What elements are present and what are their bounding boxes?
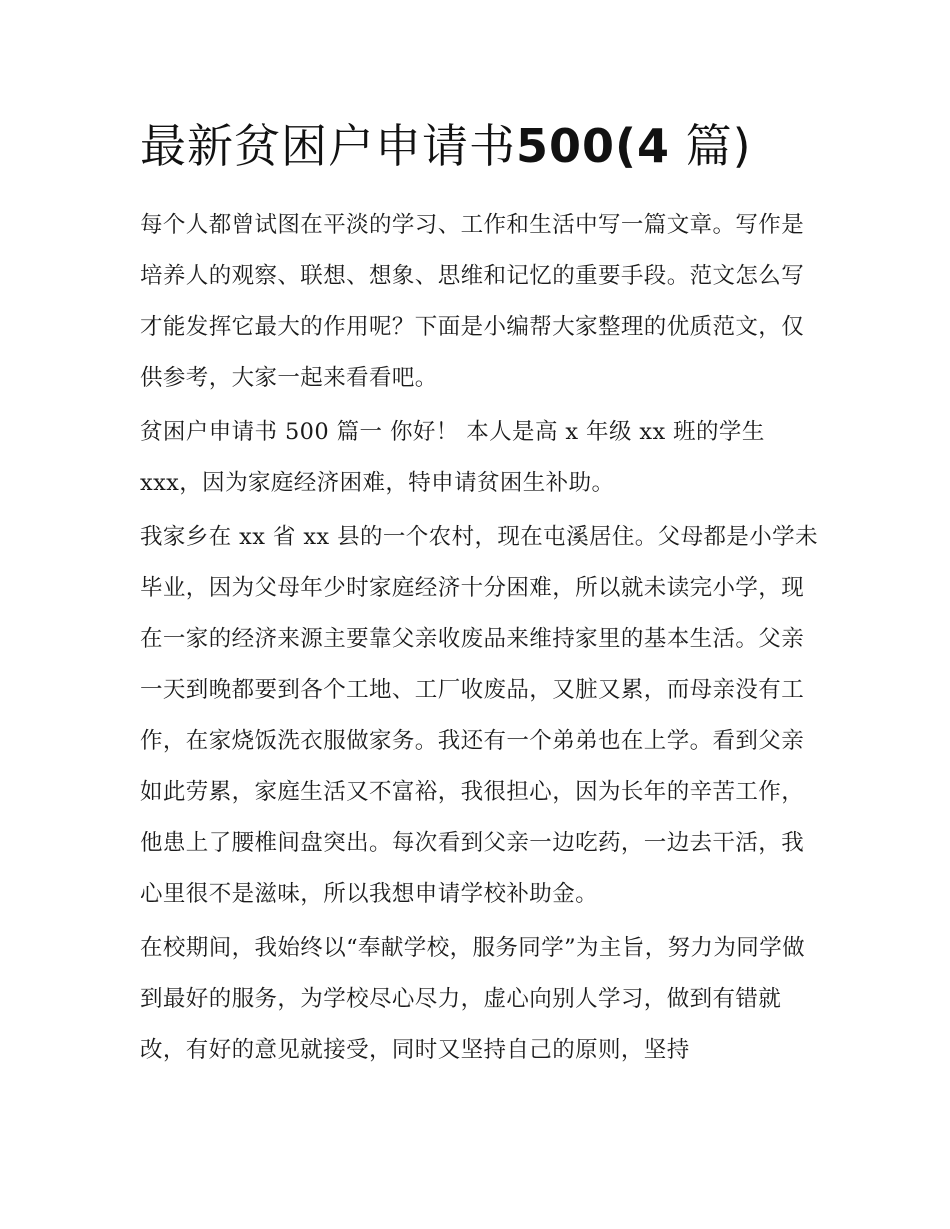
paragraph-intro: 每个人都曾试图在平淡的学习、工作和生活中写一篇文章。写作是培养人的观察、联想、想象、思维和记忆的重要手段。范文怎么写才能发挥它最大的作用呢？下面是小编帮大家整理的优质范文，仅供参考，大家一起来看看吧。 bbox=[140, 212, 805, 391]
title-number: 500(4 bbox=[516, 119, 671, 173]
paragraph-family-background: 我家乡在 xx 省 xx 县的一个农村，现在屯溪居住。父母都是小学未毕业，因为父母年少时家庭经济十分困难，所以就未读完小学，现在一家的经济来源主要靠父亲收废品来维持家里的基本生活。父亲一天到晚都要到各个工地、工厂收废品，又脏又累，而母亲没有工作，在家烧饭洗衣服做家务。我还有一个弟弟也在上学。看到父亲如此劳累，家庭生活又不富裕，我很担心，因为长年的辛苦工作，他患上了腰椎间盘突出。每次看到父亲一边吃药，一边去干活，我心里很不是滋味，所以我想申请学校补助金。 bbox=[140, 524, 818, 907]
page-title bbox=[140, 116, 752, 176]
paragraph-application-header: 贫困户申请书 500 篇一 你好！ 本人是高 x 年级 xx 班的学生 xxx，因为家庭经济困难，特申请贫困生补助。 bbox=[140, 419, 765, 496]
document-body bbox=[140, 200, 820, 1079]
title-end: 篇) bbox=[670, 119, 752, 173]
title-main: 最新贫困户申请书 bbox=[140, 119, 516, 173]
paragraph-school-conduct: 在校期间，我始终以“奉献学校，服务同学”为主旨，努力为同学做到最好的服务，为学校尽心尽力，虚心向别人学习，做到有错就改，有好的意见就接受，同时又坚持自己的原则，坚持 bbox=[140, 935, 806, 1063]
